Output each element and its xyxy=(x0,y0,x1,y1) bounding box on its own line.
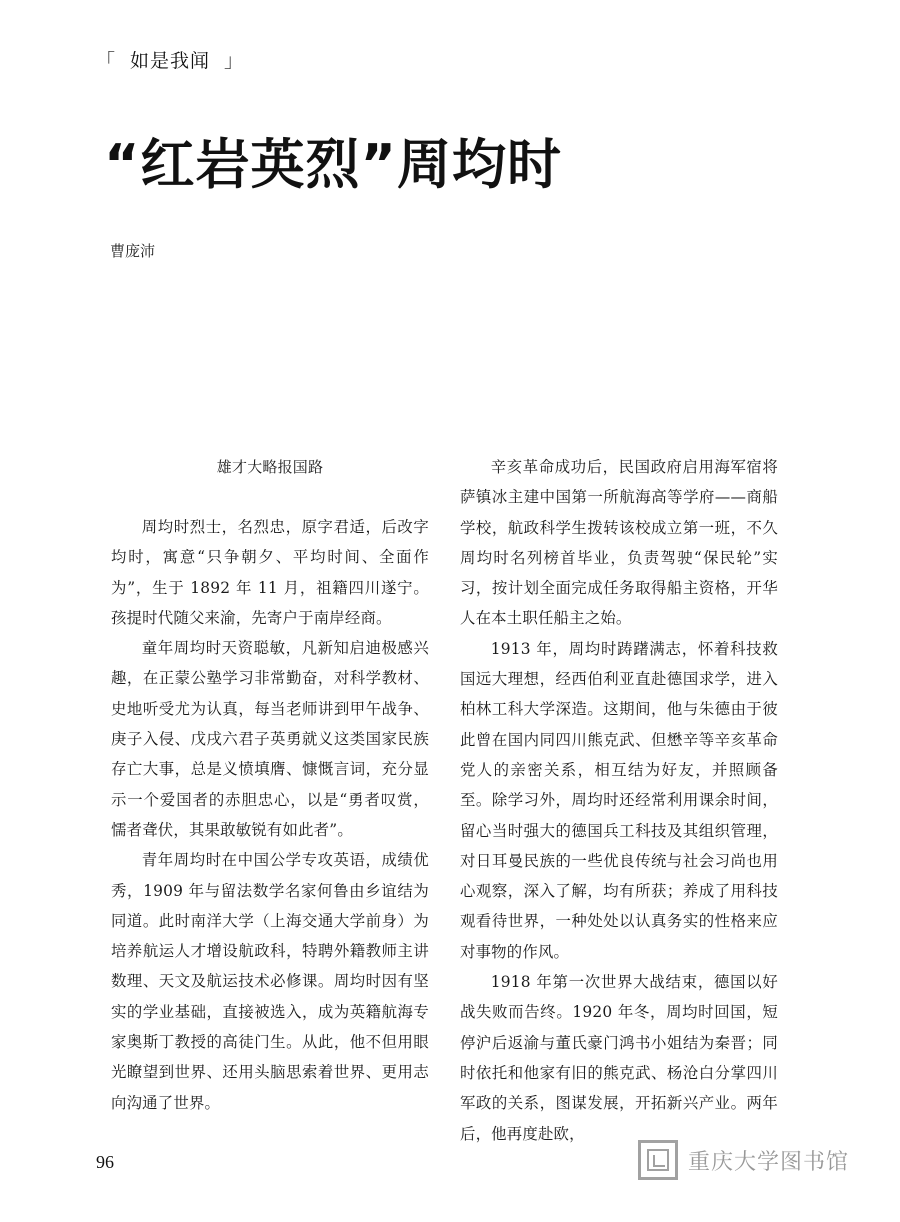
column-label xyxy=(96,46,244,73)
paragraph: 1918 年第一次世界大战结束，德国以好战失败而告终。1920 年冬，周均时回国，短停沪后返渝与董氏豪门鸿书小姐结为秦晋；同时依托和他家有旧的熊克武、杨沧白分掌四川军政的关系，图谋发展，开拓新兴产业。两年后，他再度赴欧， xyxy=(460,973,778,1143)
paragraph: 辛亥革命成功后，民国政府启用海军宿将萨镇冰主建中国第一所航海高等学府——商船学校，航政科学生拨转该校成立第一班，不久周均时名列榜首毕业，负责驾驶“保民轮”实习，按计划全面完成任务取得船主资格，开华人在本土职任船主之始。 xyxy=(460,458,778,628)
section-heading: 雄才大略报国路 xyxy=(216,458,324,476)
right-column xyxy=(460,452,778,1149)
bracket-close: 」 xyxy=(224,50,245,72)
paragraph: 周均时烈士，名烈忠，原字君适，后改字均时，寓意“只争朝夕、平均时间、全面作为”，生于 1892 年 11 月，祖籍四川遂宁。孩提时代随父来渝，先寄户于南岸经商。 xyxy=(111,518,429,627)
article-title: “红岩英烈”周均时 xyxy=(104,133,562,196)
column-label-text: 如是我闻 xyxy=(130,50,211,72)
library-seal-icon xyxy=(638,1140,678,1180)
article-author: 曹庞沛 xyxy=(110,242,156,260)
paragraph: 1913 年，周均时踌躇满志，怀着科技救国远大理想，经西伯利亚直赴德国求学，进入柏林工科大学深造。这期间，他与朱德由于彼此曾在国内同四川熊克武、但懋辛等辛亥革命党人的亲密关系，相互结为好友，并照顾备至。除学习外，周均时还经常利用课余时间，留心当时强大的德国兵工科技及其组织管理，对日耳曼民族的一些优良传统与社会习尚也用心观察，深入了解，均有所获；养成了用科技观看待世界，一种处处以认真务实的性格来应对事物的作风。 xyxy=(460,639,778,961)
bracket-open: 「 xyxy=(96,50,117,72)
library-watermark xyxy=(638,1140,849,1180)
left-column xyxy=(111,452,429,1118)
watermark-text: 重庆大学图书馆 xyxy=(688,1149,850,1175)
page-number: 96 xyxy=(96,1152,114,1172)
paragraph: 童年周均时天资聪敏，凡新知启迪极感兴趣，在正蒙公塾学习非常勤奋，对科学教材、史地听受尤为认真，每当老师讲到甲午战争、庚子入侵、戊戌六君子英勇就义这类国家民族存亡大事，总是义愤填膺、慷慨言词，充分显示一个爱国者的赤胆忠心，以是“勇者叹赏，懦者聋伏，其果敢敏锐有如此者”。 xyxy=(111,639,429,839)
paragraph: 青年周均时在中国公学专攻英语，成绩优秀，1909 年与留法数学名家何鲁由乡谊结为同道。此时南洋大学（上海交通大学前身）为培养航运人才增设航政科，特聘外籍教师主讲数理、天文及航运技术必修课。周均时因有坚实的学业基础，直接被选入，成为英籍航海专家奥斯丁教授的高徒门生。从此，他不但用眼光瞭望到世界、还用头脑思索着世界、更用志向沟通了世界。 xyxy=(111,851,429,1112)
